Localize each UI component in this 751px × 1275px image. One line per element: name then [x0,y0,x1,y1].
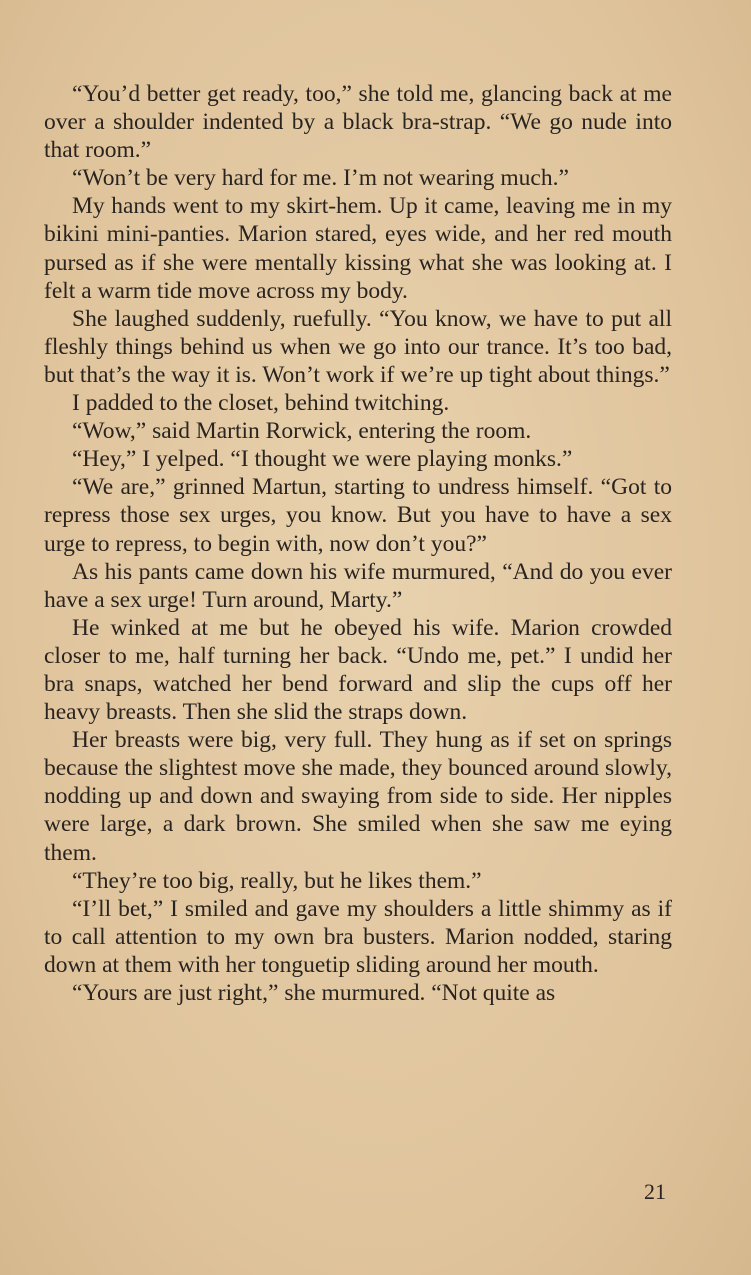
paragraph-1: “You’d better get ready, too,” she told me, glancing back at me over a shoulder indented by a black bra-strap. “We go nude into that room.” [44,81,672,164]
paragraph-7: “Hey,” I yelped. “I thought we were playing monks.” [72,446,573,473]
paragraph-11: Her breasts were big, very full. They hung as if set on springs because the slightest move she made, they bounced around slowly, nodding up and down and swaying from side to side. Her nipples were large, a dark brown. She smiled when she saw me eying them. [44,727,672,866]
body-text [44,80,672,1007]
paragraph-5: I padded to the closet, behind twitching. [72,390,450,417]
paragraph-10: He winked at me but he obeyed his wife. Marion crowded closer to me, half turning her back. “Undo me, pet.” I undid her bra snaps, watched her bend forward and slip the cups off her heavy breasts. Then she slid the straps down. [44,614,672,726]
paragraph-13: “I’ll bet,” I smiled and gave my shoulders a little shimmy as if to call attention to my own bra busters. Marion nodded, staring down at them with her tonguetip sliding around her mouth. [44,895,672,978]
page-number: 21 [644,1179,666,1204]
paragraph-12: “They’re too big, really, but he likes them.” [72,867,482,894]
paragraph-6: “Wow,” said Martin Rorwick, entering the room. [72,418,532,445]
paragraph-4: She laughed suddenly, ruefully. “You know, we have to put all fleshly things behind us when we go into our trance. It’s too bad, but that’s the way it is. Won’t work if we’re up tight about things.” [44,305,672,388]
paragraph-3: My hands went to my skirt-hem. Up it came, leaving me in my bikini mini-panties. Marion stared, eyes wide, and her red mouth pursed as if she were mentally kissing what she was looking at. I felt a warm tide move across my body. [44,193,672,304]
paragraph-14: “Yours are just right,” she murmured. “Not quite as [72,980,556,1006]
paragraph-2: “Won’t be very hard for me. I’m not wearing much.” [72,165,569,192]
paragraph-9: As his pants came down his wife murmured, “And do you ever have a sex urge! Turn around, Marty.” [44,558,672,613]
paragraph-8: “We are,” grinned Martun, starting to undress himself. “Got to repress those sex urges, you know. But you have to have a sex urge to repress, to begin with, now don’t you?” [44,474,672,557]
